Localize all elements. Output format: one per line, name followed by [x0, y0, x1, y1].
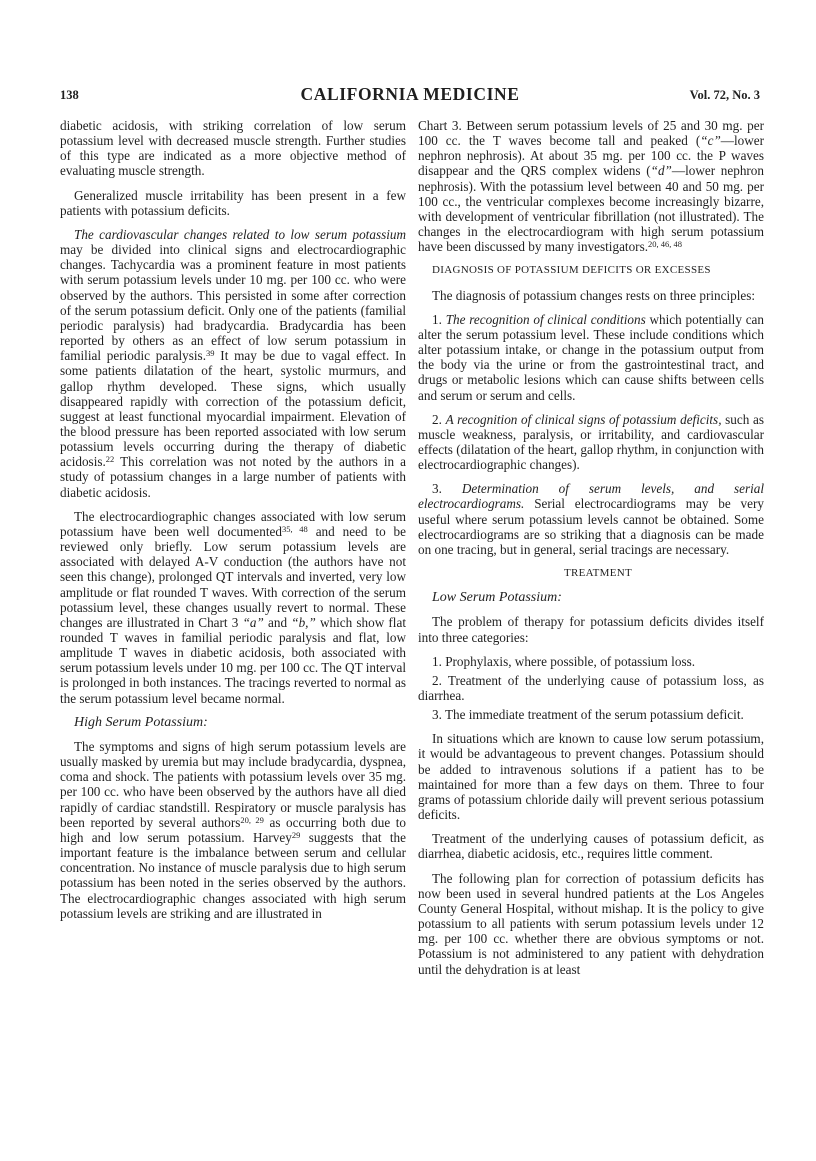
subheading-low-serum-potassium: Low Serum Potassium: — [432, 590, 562, 606]
paragraph-diagnosis-intro: The diagnosis of potassium changes rests on three principles: — [432, 287, 756, 303]
section-heading-diagnosis: DIAGNOSIS OF POTASSIUM DEFICITS OR EXCESSES — [432, 264, 711, 277]
paragraph-correction-plan: The following plan for correction of potassium deficits has now been used in several hundred patients at the Los Angeles County General Hospital, without mishap. It is the policy to give potassium to all patients with serum potassium levels under 12 mg. per 100 cc. whether there are obvious symptoms or not. Potassium is not administered to any patient with dehydration until the dehydration is at least — [418, 870, 764, 977]
running-header — [60, 84, 760, 110]
paragraph-continued: diabetic acidosis, with striking correlation of low serum potassium level with decreased muscle strength. Further studies of this type are indicated as a more objective method of evaluating muscle strength. — [60, 118, 406, 179]
paragraph-high-potassium: The symptoms and signs of high serum potassium levels are usually masked by uremia but may include bradycardia, dyspnea, coma and shock. The patients with potassium levels over 35 mg. per 100 cc. who have been observed by the authors have all died rapidly of cardiac standstill. Respiratory or muscle paralysis has been reported by several authors$^{20, 29}$ as occurring both due to high and low serum potassium. Harvey$^{29}$ suggests that the important feature is the imbalance between serum and cellular concentration. No instance of muscle paralysis due to high serum potassium has been noted in the series observed by the authors. The electrocardiographic changes associated with high serum potassium levels are striking and are illustrated in — [60, 738, 406, 921]
reference-superscript: 22 — [105, 454, 115, 465]
category-item-3: 3. The immediate treatment of the serum potassium deficit. — [432, 707, 744, 723]
paragraph-ecg-changes: The electrocardiographic changes associated with low serum potassium have been well documented$^{35, 48}$ and need to be reviewed only briefly. Low serum potassium levels are associated with delayed A-V conduction (the authors have not seen this change), prolonged QT intervals and inverted, very low amplitude or flat rounded T waves. With correction of the serum potassium level, these changes usually revert to normal. These changes are illustrated in Chart 3 “a” and “b,” which show flat rounded T waves in familial periodic paralysis and flat, low amplitude T waves in diabetic acidosis, both associated with serum potassium levels under 10 mg. per 100 cc. The QT interval is prolonged in both instances. The tracings reverted to normal as the serum potassium level became normal. — [60, 508, 406, 706]
principle-item-3: 3. Determination of serum levels, and serial electrocardiograms. Serial electrocardiograms may be very useful where serum potassium levels cannot be obtained. Some electrocardiograms are so striking that a diagnosis can be made on one tracing, but in general, serial tracings are necessary. — [418, 481, 765, 557]
section-heading-treatment: TREATMENT — [563, 567, 633, 580]
paragraph-cardiovascular: The cardiovascular changes related to low serum potassium may be divided into clinical signs and electrocardiographic changes. Tachycardia was a prominent feature in most patients with serum potassium levels under 10 mg. per 100 cc. who were observed by the authors. This persisted in some after correction of the serum potassium deficit. Only one of the patients (familial periodic paralysis) had bradycardia. Bradycardia has been reported by others as an effect of low serum potassium in familial periodic paralysis.$^{39}$ It may be due to vagal effect. In some patients dilatation of the heart, systolic murmurs, and gallop rhythm developed. These signs, which usually disappeared rapidly with correction of the potassium deficit, suggest at least functional myocardial impairment. Elevation of the blood pressure has been reported associated with low serum potassium levels occurring during the therapy of diabetic acidosis.$^{22}$ This correlation was not noted by the authors in a study of potassium changes in a large number of patients with diabetic acidosis. — [60, 226, 406, 500]
right-column — [418, 118, 764, 986]
category-item-2: 2. Treatment of the underlying cause of potassium loss, as diarrhea. — [418, 672, 764, 703]
reference-superscript: 20, 29 — [240, 814, 264, 825]
principle-item-2: 2. A recognition of clinical signs of potassium deficits, such as muscle weakness, paralysis, or irritability, and cardiovascular effects (dilatation of the heart, gallop rhythm, in conjunction with electrocardiographic changes). — [418, 411, 765, 473]
paragraph-therapy-categories: The problem of therapy for potassium deficits divides itself into three categories: — [418, 614, 764, 645]
left-column — [60, 118, 406, 930]
paragraph-muscle-irritability: Generalized muscle irritability has been present in a few patients with potassium deficits. — [60, 187, 406, 218]
paragraph-prevention: In situations which are known to cause low serum potassium, it would be advantageous to prevent changes. Potassium should be added to intravenous solutions if a patient has to be maintained for more than a few days on them. Three to four grams of potassium chloride daily will prevent serious potassium deficits. — [418, 731, 764, 823]
reference-superscript: 35, 48 — [281, 523, 308, 534]
volume-issue: Vol. 72, No. 3 — [689, 88, 760, 102]
principle-item-1: 1. The recognition of clinical conditions which potentially can alter the serum potassium level. These include conditions which alter potassium intake, or change in the potassium output from the body via the urine or from the gastrointestinal tract, and drugs or metabolic lesions which can cause shifts between cells and serum or serum and cells. — [418, 311, 765, 403]
journal-title: CALIFORNIA MEDICINE — [300, 84, 520, 104]
italic-lead: The cardiovascular changes related to low serum potassium — [74, 226, 406, 242]
reference-superscript: 29 — [291, 829, 301, 840]
page-number: 138 — [60, 88, 79, 102]
subheading-high-serum-potassium: High Serum Potassium: — [74, 714, 208, 730]
category-item-1: 1. Prophylaxis, where possible, of potassium loss. — [432, 653, 696, 669]
reference-superscript: 20, 46, 48 — [648, 239, 682, 250]
reference-superscript: 39 — [206, 348, 215, 359]
paragraph-underlying-causes: Treatment of the underlying causes of potassium deficit, as diarrhea, diabetic acidosis, etc., requires little comment. — [418, 831, 764, 862]
paragraph-chart-3: Chart 3. Between serum potassium levels of 25 and 30 mg. per 100 cc. the T waves become tall and peaked (“c”—lower nephron nephrosis). At about 35 mg. per 100 cc. the P waves disappear and the QRS complex widens (“d”—lower nephron nephrosis). With the potassium level between 40 and 50 mg. per 100 cc., the ventricular complexes become increasingly bizarre, with development of ventricular fibrillation (not illustrated). The changes in the electrocardiogram with high serum potassium have been discussed by many investigators.$^{20, 46, 48}$ — [418, 118, 764, 255]
